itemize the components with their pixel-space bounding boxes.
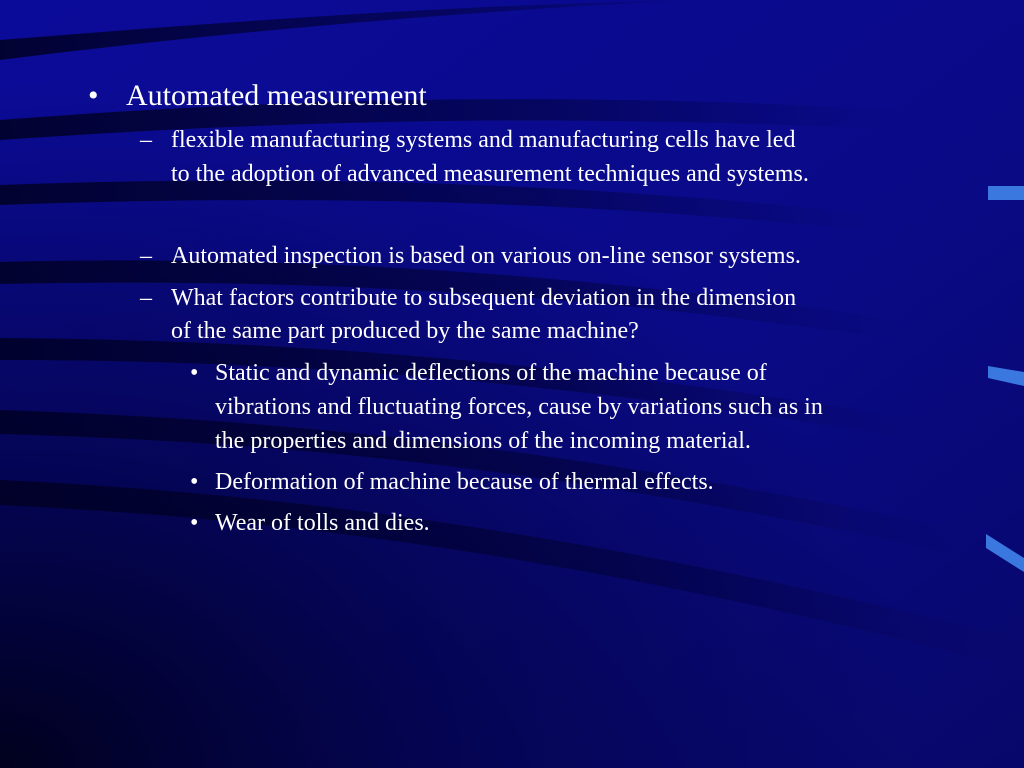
dash-marker: –: [140, 127, 152, 153]
dash-marker: –: [140, 285, 152, 311]
bullet-marker: •: [190, 360, 199, 386]
bullet-marker: •: [88, 79, 99, 112]
subpoint-text-line: What factors contribute to subsequent deviation in the dimension: [171, 285, 797, 311]
subpoint-text-line: of the same part produced by the same machine?: [171, 318, 639, 344]
detail-text-line: the properties and dimensions of the incoming material.: [215, 428, 751, 454]
detail-text-line: vibrations and fluctuating forces, cause by variations such as in: [215, 394, 823, 420]
bullet-marker: •: [190, 469, 199, 495]
subpoint-text-line: flexible manufacturing systems and manufacturing cells have led: [171, 127, 796, 153]
detail-text-line: Deformation of machine because of thermal effects.: [215, 469, 714, 495]
bullet-marker: •: [190, 510, 199, 536]
heading-automated-measurement: Automated measurement: [126, 79, 427, 112]
detail-text-line: Wear of tolls and dies.: [215, 510, 430, 536]
subpoint-text-line: Automated inspection is based on various on-line sensor systems.: [171, 243, 801, 269]
subpoint-text-line: to the adoption of advanced measurement techniques and systems.: [171, 161, 809, 187]
detail-text-line: Static and dynamic deflections of the machine because of: [215, 360, 767, 386]
dash-marker: –: [140, 243, 152, 269]
